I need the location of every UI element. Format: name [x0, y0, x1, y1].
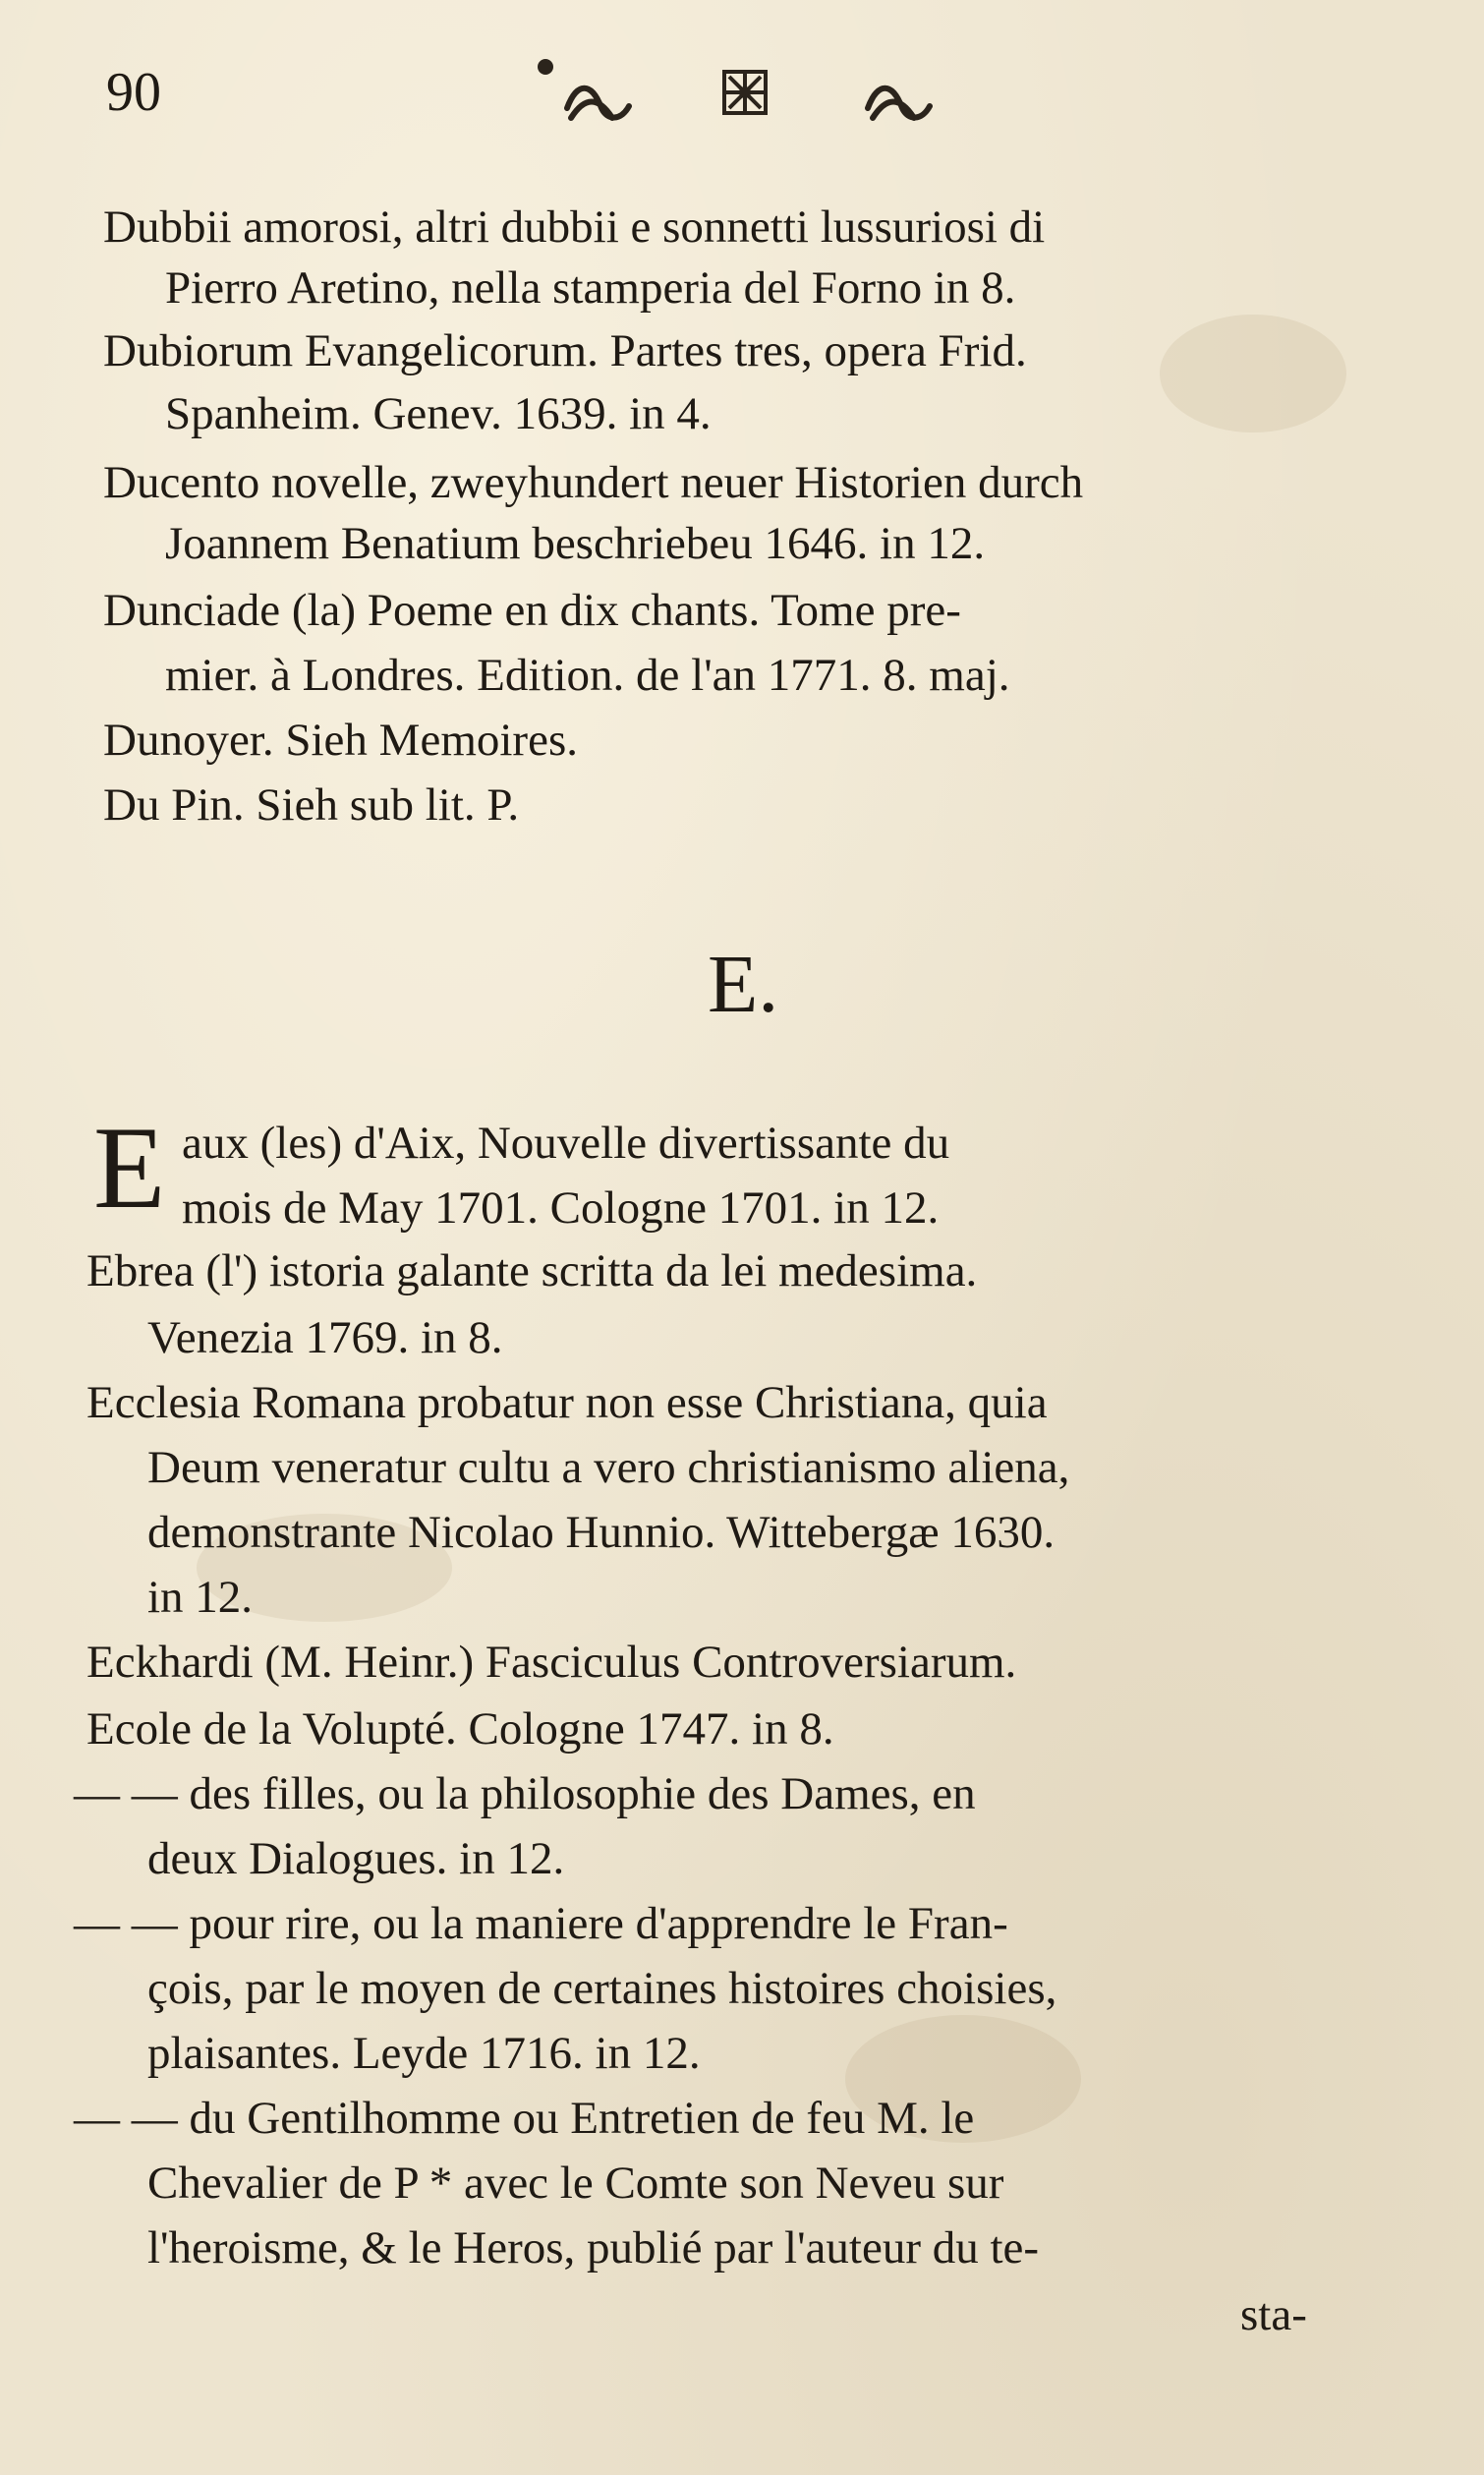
paper-stain — [1160, 315, 1346, 432]
entry-line: Pierro Aretino, nella stamperia del Forno in 8. — [165, 262, 1016, 314]
entry-line: Venezia 1769. in 8. — [147, 1312, 503, 1363]
entry-line: Dubbii amorosi, altri dubbii e sonnetti lussuriosi di — [103, 201, 1046, 253]
entry-line: Spanheim. Genev. 1639. in 4. — [165, 388, 712, 439]
entry-line: l'heroisme, & le Heros, publié par l'auteur du te- — [147, 2222, 1040, 2274]
entry-line: — — des filles, ou la philosophie des Dames, en — [74, 1768, 976, 1819]
catchword: sta- — [1240, 2289, 1307, 2340]
entry-line: Dunciade (la) Poeme en dix chants. Tome pre- — [103, 585, 961, 636]
entry-line: aux (les) d'Aix, Nouvelle divertissante du — [182, 1118, 950, 1169]
entry-line: Du Pin. Sieh sub lit. P. — [103, 779, 520, 831]
entry-line: Chevalier de P * avec le Comte son Neveu sur — [147, 2158, 1004, 2209]
section-heading: E. — [708, 939, 779, 1030]
entry-line: Dunoyer. Sieh Memoires. — [103, 715, 578, 766]
entry-line: mois de May 1701. Cologne 1701. in 12. — [182, 1182, 940, 1234]
entry-line: Ecclesia Romana probatur non esse Christiana, quia — [86, 1377, 1048, 1428]
entry-line: Ducento novelle, zweyhundert neuer Historien durch — [103, 457, 1084, 508]
entry-line: Eckhardi (M. Heinr.) Fasciculus Controversiarum. — [86, 1637, 1017, 1688]
drop-cap-letter: E — [93, 1102, 166, 1233]
entry-line: deux Dialogues. in 12. — [147, 1833, 565, 1884]
entry-line: Dubiorum Evangelicorum. Partes tres, opera Frid. — [103, 325, 1027, 376]
entry-line: — — pour rire, ou la maniere d'apprendre le Fran- — [74, 1898, 1008, 1949]
entry-line: mier. à Londres. Edition. de l'an 1771. 8. maj. — [165, 650, 1010, 701]
entry-line: in 12. — [147, 1572, 254, 1623]
entry-line: Ecole de la Volupté. Cologne 1747. in 8. — [86, 1703, 834, 1755]
entry-line: Ebrea (l') istoria galante scritta da lei medesima. — [86, 1245, 978, 1296]
entry-line: — — du Gentilhomme ou Entretien de feu M. le — [74, 2093, 975, 2144]
entry-line: demonstrante Nicolao Hunnio. Wittebergæ 1630. — [147, 1507, 1056, 1558]
entry-line: Joannem Benatium beschriebeu 1646. in 12. — [165, 518, 986, 569]
entry-line: plaisantes. Leyde 1716. in 12. — [147, 2028, 701, 2079]
typographic-ornament — [536, 57, 948, 136]
page-number: 90 — [106, 62, 161, 123]
entry-line: Deum veneratur cultu a vero christianismo aliena, — [147, 1442, 1070, 1493]
entry-line: çois, par le moyen de certaines histoires choisies, — [147, 1963, 1057, 2014]
